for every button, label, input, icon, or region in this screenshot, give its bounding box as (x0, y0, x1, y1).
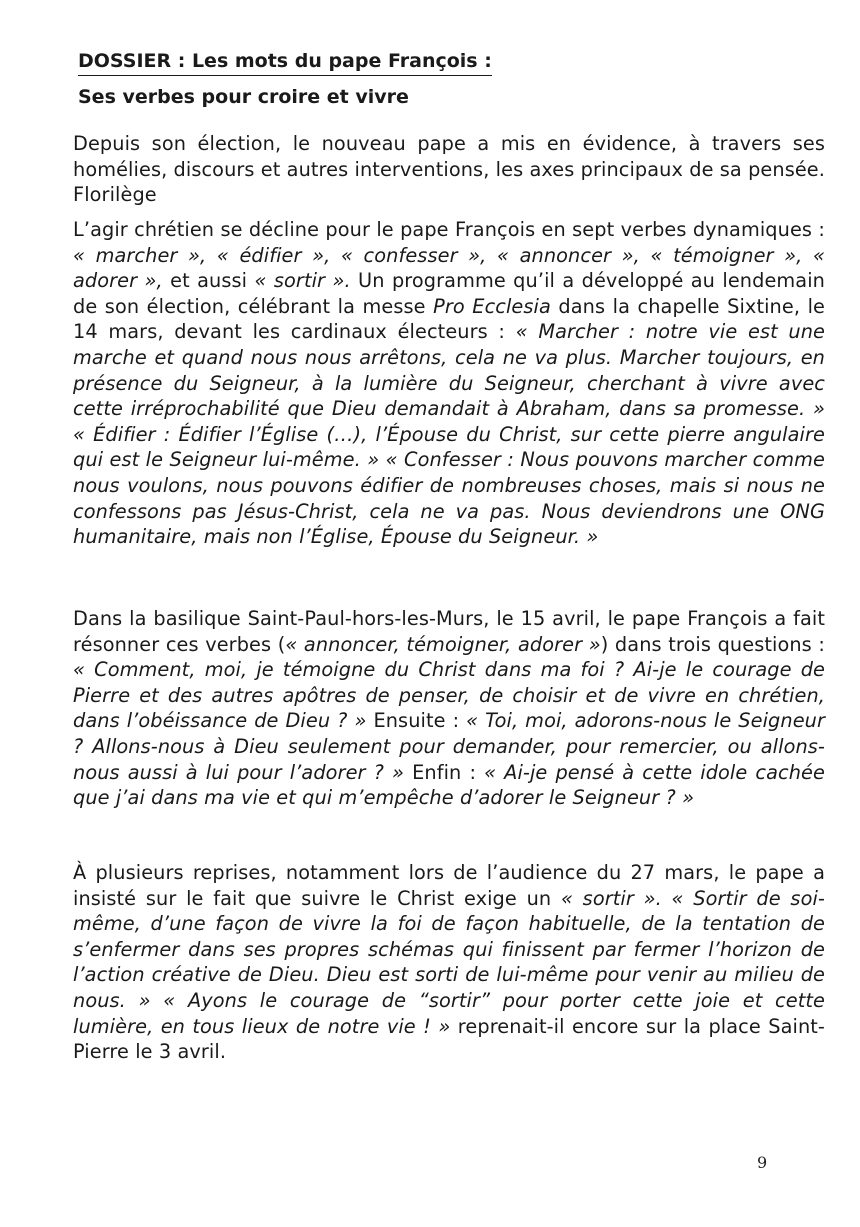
paragraph-seven-verbs (73, 217, 825, 550)
quote-span: « Ai-je pensé à cette idole cachée que j’ai dans ma vie et qui m’empêche d’adorer le Seigneur ? » (73, 760, 825, 810)
text-span: Enfin : (404, 760, 485, 784)
quote-span: « marcher », « édifier », « confesser », « annoncer », « témoigner », « adorer », (73, 243, 825, 293)
italic-span: Pro Ecclesia (433, 294, 551, 318)
quote-span: « Marcher : notre vie est une marche et quand nous nous arrêtons, cela ne va plus. Marcher toujours, en présence du Seigneur, à la lumière du Seigneur, cherchant à vivre avec cette irréprochabilité que Dieu demandait à Abraham, dans sa promesse. » « Édifier : Édifier l’Église (…), l’Épouse du Christ, sur cette pierre angulaire qui est le Seigneur lui-même. » « Confesser : Nous pouvons marcher comme nous voulons, nous pouvons édifier de nombreuses choses, mais si nous ne confessons pas Jésus-Christ, cela ne va pas. Nous deviendrons une ONG humanitaire, mais non l’Église, Épouse du Seigneur. » (73, 320, 826, 549)
text-span: et aussi (162, 269, 255, 293)
quote-span: « sortir ». (254, 269, 351, 293)
quote-span: « annoncer, témoigner, adorer » (285, 632, 601, 656)
paragraph-saint-paul (73, 606, 825, 811)
quote-span: « Comment, moi, je témoigne du Christ dans ma foi ? Ai-je le courage de Pierre et des autres apôtres de penser, de choisir et de vivre en chrétien, dans l’obéissance de Dieu ? » (73, 658, 825, 733)
text-span: L’agir chrétien se décline pour le pape François en sept verbes dynamiques : (73, 218, 825, 241)
paragraph-intro (73, 131, 825, 208)
text-span: Un programme qu’il a développé au lendemain de son élection, célébrant la messe (73, 269, 825, 318)
quote-span: « sortir ». « Sortir de soi-même, d’une façon de vivre la foi de façon habituelle, de la tentation de s’enfermer dans ses propres schémas qui finissent par fermer l’horizon de l’action créative de Dieu. Dieu est sorti de lui-même pour venir au milieu de nous. » « Ayons le courage de “sortir” pour porter cette joie et cette lumière, en tous lieux de notre vie ! » (73, 886, 825, 1038)
quote-span: « Toi, moi, adorons-nous le Seigneur ? Allons-nous à Dieu seulement pour demander, pour remercier, ou allons-nous aussi à lui pour l’adorer ? » (73, 709, 826, 784)
page-title: DOSSIER : Les mots du pape François : (78, 48, 492, 76)
text-span: ) dans trois questions : (600, 632, 825, 656)
page-number: 9 (757, 1153, 768, 1172)
text-span: Ensuite : (366, 709, 467, 733)
text-span: Dans la basilique Saint-Paul-hors-les-Murs, le 15 avril, le pape François a fait résonner ces verbes ( (73, 607, 825, 656)
header (78, 48, 538, 110)
text-span: reprenait-il encore sur la place Saint-Pierre le 3 avril. (73, 1014, 825, 1064)
page-subtitle: Ses verbes pour croire et vivre (78, 86, 409, 108)
text-span: À plusieurs reprises, notamment lors de l’audience du 27 mars, le pape a insisté sur le fait que suivre le Christ exige un (73, 861, 825, 910)
text-span: Depuis son élection, le nouveau pape a mis en évidence, à travers ses homélies, discours et autres interventions, les axes principaux de sa pensée. Florilège (73, 132, 825, 207)
text-span: dans la chapelle Sixtine, le 14 mars, devant les cardinaux électeurs : (73, 294, 825, 344)
paragraph-sortir (73, 860, 825, 1065)
